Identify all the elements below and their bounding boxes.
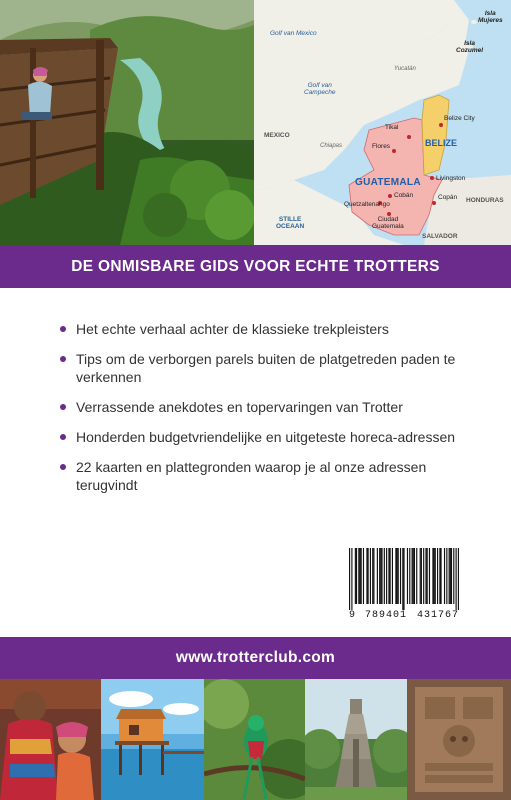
barcode-bar <box>377 548 378 604</box>
country-label-belize: BELIZE <box>425 138 458 148</box>
barcode-bar <box>450 548 451 604</box>
barcode-bar <box>429 548 430 604</box>
bullet-icon <box>60 404 66 410</box>
tagline-banner <box>0 245 511 288</box>
barcode-bar <box>380 548 381 604</box>
photo-strip <box>0 679 511 800</box>
barcode-bar <box>358 548 359 604</box>
feature-text: Tips om de verborgen parels buiten de platgetreden paden te verkennen <box>76 351 456 385</box>
barcode-bar <box>414 548 415 604</box>
jungle-viewpoint-photo <box>0 0 254 245</box>
barcode-bar <box>372 548 373 604</box>
barcode-bar <box>453 548 454 604</box>
city-label-livingston: Livingston <box>436 175 466 182</box>
barcode-bar <box>440 548 441 604</box>
photo-maya-stele <box>407 679 511 800</box>
barcode-bar <box>370 548 371 604</box>
website-banner <box>0 637 511 679</box>
feature-text: 22 kaarten en plattegronden waarop je al onze adressen terugvindt <box>76 459 427 493</box>
tagline-text: DE ONMISBARE GIDS VOOR ECHTE TROTTERS <box>71 257 440 275</box>
list-item <box>60 428 460 446</box>
barcode-bar <box>416 548 417 604</box>
photo-mother-child <box>0 679 101 800</box>
barcode-bar <box>421 548 422 604</box>
barcode-bar <box>363 548 364 604</box>
city-label-quetzaltenango: Quetzaltenango <box>344 201 390 208</box>
city-label-coban: Cobán <box>394 192 414 199</box>
sea-label-pacific: STILLE OCEAAN <box>276 216 305 230</box>
barcode-bar <box>359 548 360 604</box>
region-label-chiapas: Chiapas <box>320 143 343 149</box>
barcode-bar <box>379 548 380 604</box>
barcode-bar <box>451 548 452 604</box>
city-label-ciudad-guatemala: Ciudad Guatemala <box>372 216 404 230</box>
barcode-bar <box>434 548 435 604</box>
barcode-bar <box>398 548 399 604</box>
sea-label-gulf-mexico: Golf van Mexico <box>270 30 317 37</box>
barcode-bar <box>355 548 356 604</box>
barcode-bar <box>361 548 362 604</box>
feature-list <box>60 320 460 506</box>
country-label-mexico: MEXICO <box>264 132 290 139</box>
island-label-cozumel: Isla Cozumel <box>456 40 484 54</box>
city-label-flores: Flores <box>372 143 391 150</box>
island-label-mujeres: Isla Mujeres <box>478 10 503 24</box>
barcode-bar <box>381 548 382 604</box>
barcode-bar <box>351 548 352 610</box>
bullet-icon <box>60 464 66 470</box>
barcode-digit-group: 789401 <box>364 610 407 621</box>
barcode-bar <box>407 548 408 604</box>
barcode-bar <box>400 548 401 604</box>
barcode-bar <box>402 548 403 610</box>
photo-quetzal-bird <box>204 679 305 800</box>
isbn-barcode <box>349 548 459 623</box>
barcode-bar <box>373 548 374 604</box>
region-map <box>254 0 511 245</box>
list-item <box>60 458 460 494</box>
barcode-number <box>349 610 459 621</box>
bullet-icon <box>60 434 66 440</box>
barcode-bar <box>403 548 404 610</box>
barcode-bar <box>390 548 391 604</box>
barcode-bar <box>435 548 436 604</box>
barcode-bar <box>366 548 367 604</box>
country-label-guatemala: GUATEMALA <box>355 177 421 188</box>
barcode-bar <box>396 548 397 604</box>
country-label-honduras: HONDURAS <box>466 197 504 204</box>
barcode-bar <box>356 548 357 604</box>
bullet-icon <box>60 356 66 362</box>
website-url[interactable]: www.trotterclub.com <box>175 649 336 666</box>
barcode-bar <box>384 548 385 604</box>
region-label-yucatan: Yucatán <box>394 66 416 72</box>
barcode-bar <box>444 548 445 604</box>
barcode-bar <box>439 548 440 604</box>
barcode-bar <box>412 548 413 604</box>
feature-text: Verrassende anekdotes en topervaringen van Trotter <box>76 399 403 415</box>
barcode-bar <box>420 548 421 604</box>
feature-text: Het echte verhaal achter de klassieke trekpleisters <box>76 321 389 337</box>
photo-tikal-temple <box>305 679 407 800</box>
barcode-bar <box>449 548 450 604</box>
barcode-bar <box>432 548 433 604</box>
bullet-icon <box>60 326 66 332</box>
city-label-belize-city: Belize City <box>444 115 475 122</box>
barcode-bar <box>427 548 428 604</box>
barcode-bar <box>395 548 396 604</box>
barcode-bar <box>456 548 457 610</box>
barcode-bar <box>446 548 447 604</box>
barcode-bar <box>423 548 424 604</box>
barcode-bar <box>368 548 369 604</box>
barcode-bar <box>349 548 350 610</box>
list-item <box>60 320 460 338</box>
barcode-bar <box>413 548 414 604</box>
barcode-bar <box>458 548 459 610</box>
barcode-bar <box>388 548 389 604</box>
barcode-digit-group: 9 <box>349 610 356 621</box>
list-item <box>60 398 460 416</box>
city-label-tikal: Tikal <box>385 124 399 131</box>
barcode-bar <box>425 548 426 604</box>
barcode-bars <box>349 548 459 610</box>
barcode-digit-group: 431767 <box>416 610 459 621</box>
photo-stilt-house <box>101 679 204 800</box>
feature-text: Honderden budgetvriendelijke en uitgeteste horeca-adressen <box>76 429 456 445</box>
barcode-bar <box>392 548 393 604</box>
country-label-salvador: SALVADOR <box>422 233 458 240</box>
sea-label-gulf-campeche: Golf van Campeche <box>304 82 336 96</box>
barcode-bar <box>386 548 387 604</box>
barcode-bar <box>409 548 410 604</box>
city-label-copan: Copán <box>438 194 458 201</box>
barcode-bar <box>437 548 438 604</box>
list-item <box>60 350 460 386</box>
